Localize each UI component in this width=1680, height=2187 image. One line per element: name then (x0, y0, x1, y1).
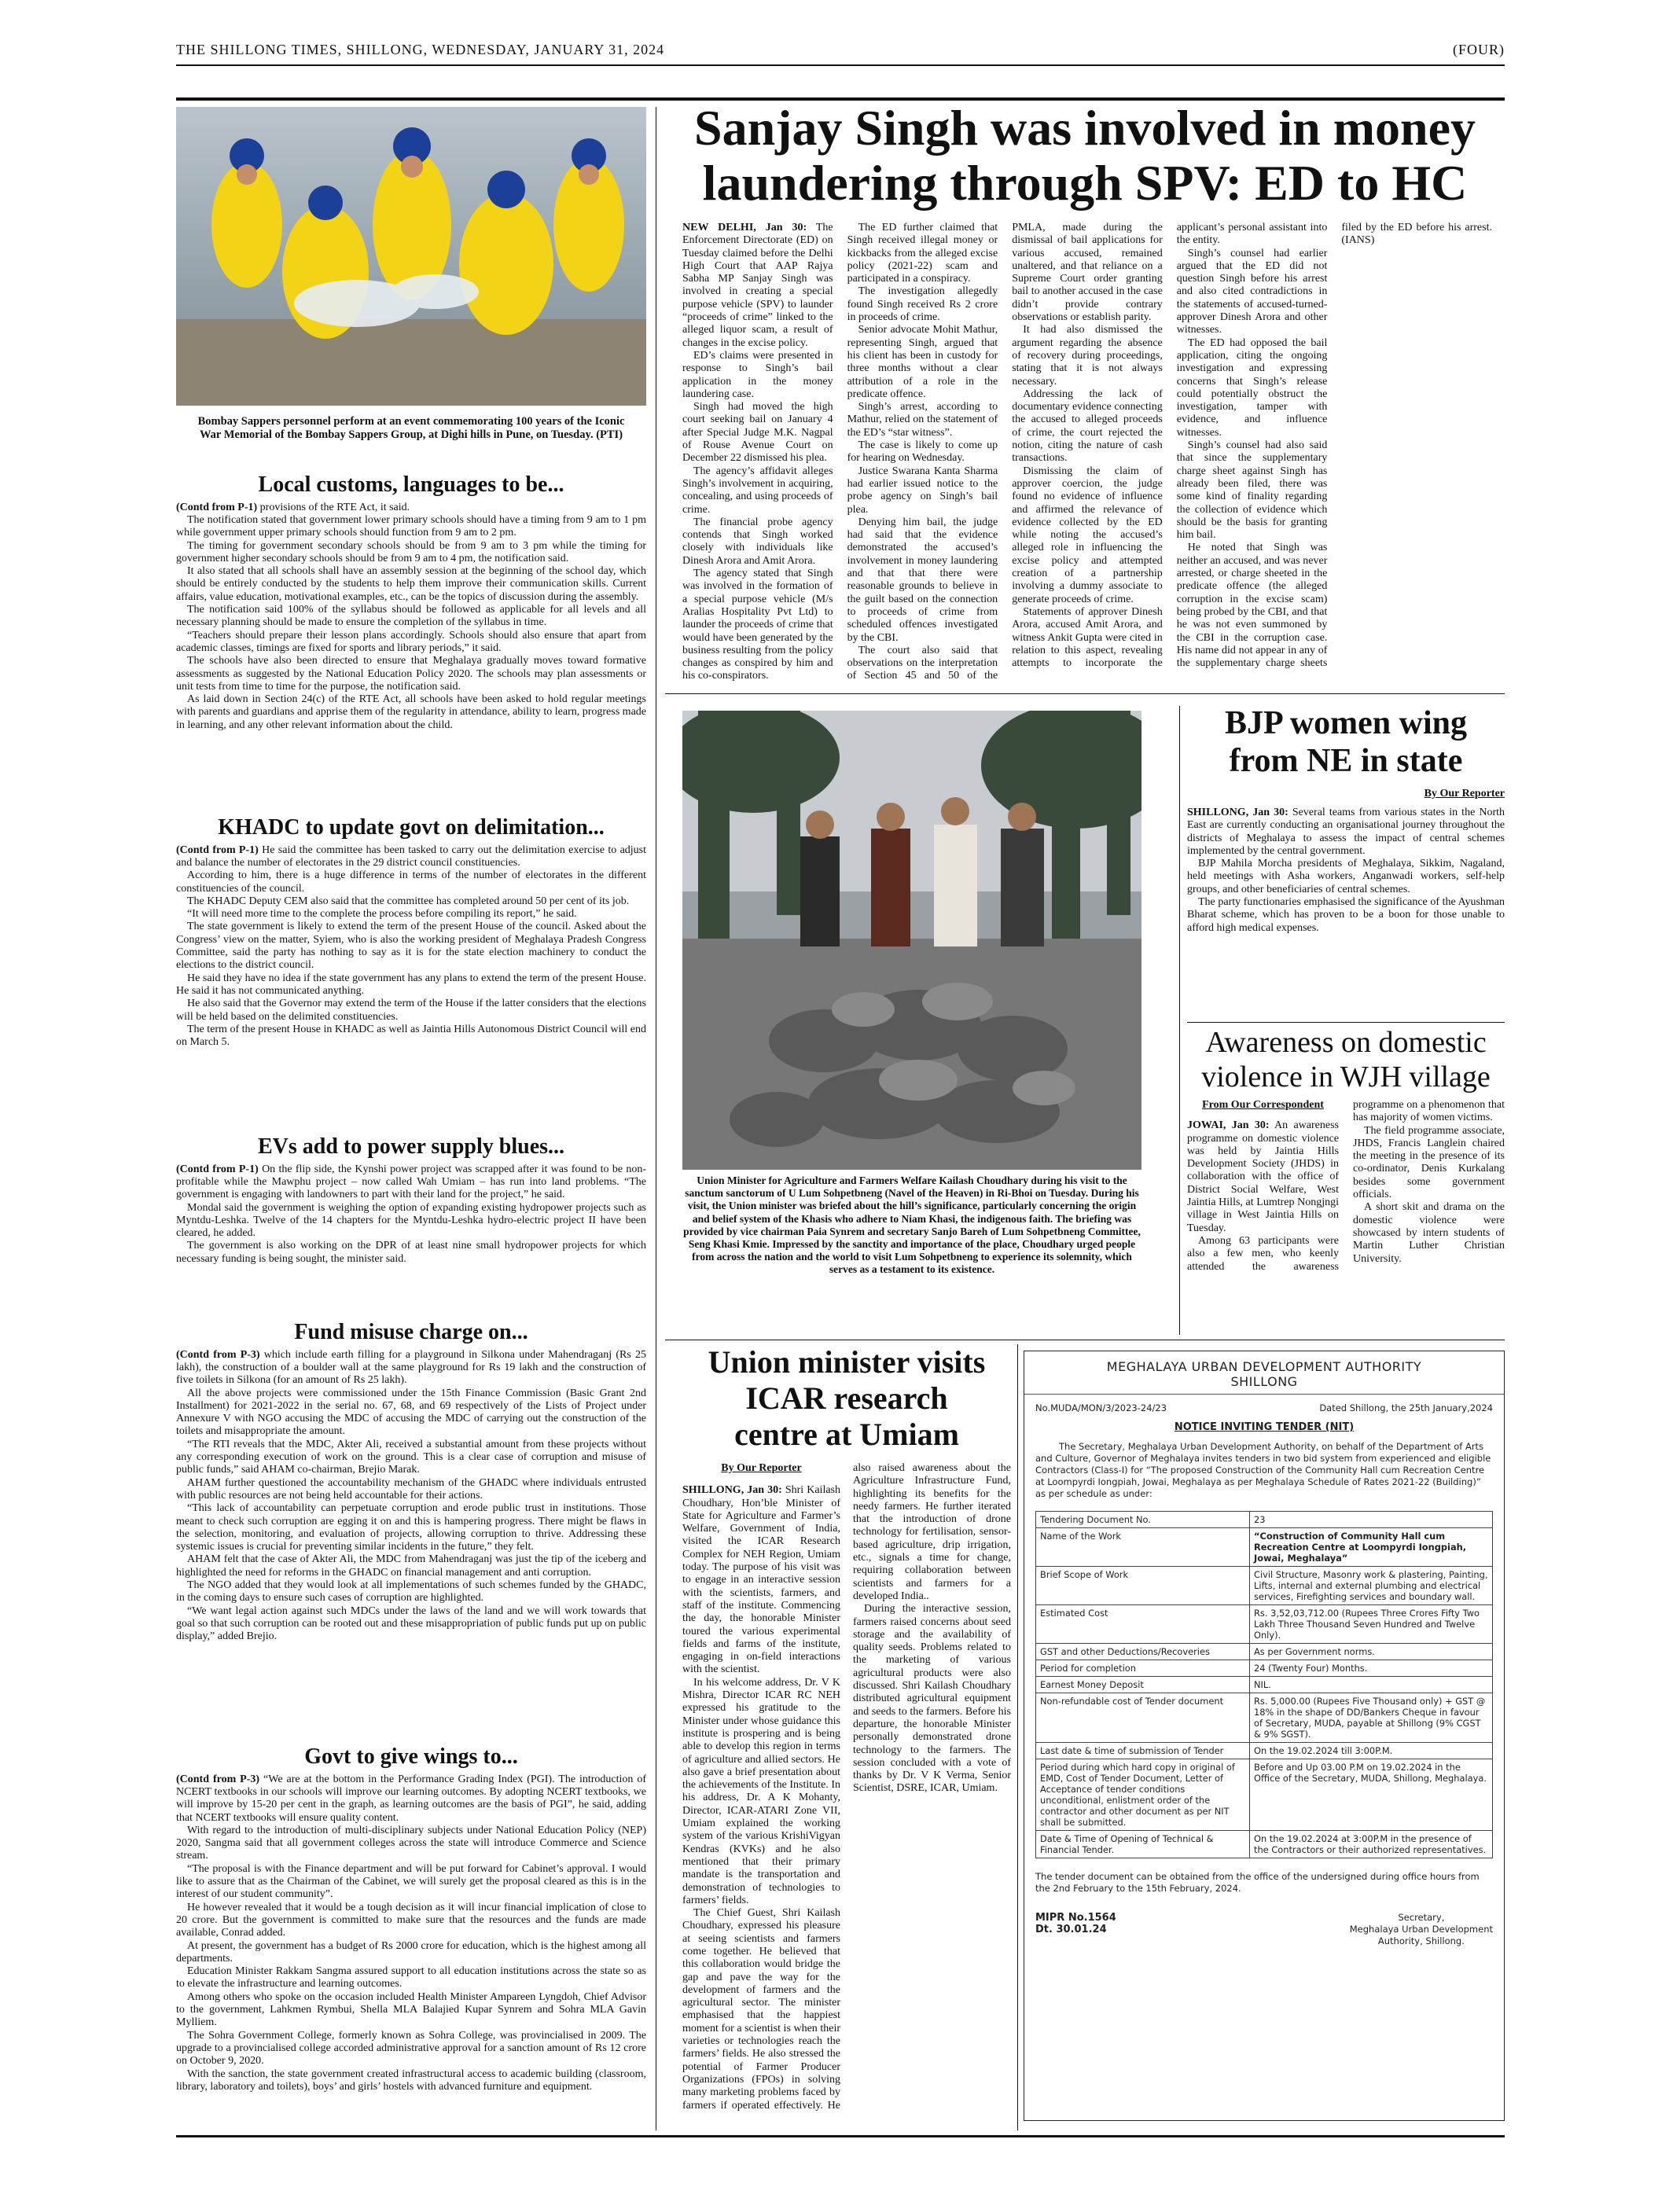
story-khadc-para: According to him, there is a huge difference in terms of the number of electorates in the different constituencies of the council. (176, 869, 646, 895)
table-row (1036, 1759, 1493, 1831)
main-story-para: Senior advocate Mohit Mathur, representing Singh, argued that his client has been in custody for three months without a clear attribution of a role in the predicate offence. (847, 324, 998, 400)
tender-mipr-date: Dt. 30.01.24 (1035, 1924, 1107, 1935)
story-govt-wings-contd: (Contd from P-3) (176, 1773, 260, 1785)
story-local-customs-para: The notification stated that government lower primary schools should have a timing from 9 am to 1 pm while government upper primary schools should function from 9 am to 2 pm. (176, 513, 646, 539)
story-khadc-para: He also said that the Governor may extend the term of the House if the latter considers that the elections will be held based on the delimited constituencies. (176, 998, 646, 1023)
main-story-para: Singh had moved the high court seeking bail on January 4 after Special Judge M.K. Nagpal of Rouse Avenue Court on December 22 dismissed his plea. (682, 401, 833, 465)
main-story-para: Dismissing the claim of approver coercion, the judge found no evidence of influence and affirmed the relevance of evidence collected by the ED while noting the accused’s alleged role in influencing the excise policy and attempted creation of a partnership involving a dummy associate to generate proceeds of crime. (1012, 465, 1163, 605)
story-awareness-para: An awareness programme on domestic violence was held by Jaintia Hills Development Society (JHDS) in collaboration with the office of District Social Welfare, West Jaintia Hills, at Lumtrep Nongjngi village in West Jaintia Hills on Tuesday. (1187, 1119, 1339, 1234)
table-row (1036, 1831, 1493, 1858)
tender-row-value: Rs. 3,52,03,712.00 (Rupees Three Crores Fifty Two Lakh Three Thousand Seven Hundred and Twelve Only). (1250, 1605, 1493, 1644)
story-govt-wings-para: With the sanction, the state government created infrastructural access to academic building (classroom, library, laboratory and toilets), boys’ and girls’ hostels with advanced furniture and equipment. (176, 2068, 646, 2093)
story-bjp-byline: By Our Reporter (1424, 788, 1505, 799)
tender-row-label: Period for completion (1036, 1660, 1250, 1677)
masthead-line: THE SHILLONG TIMES, SHILLONG, WEDNESDAY, JANUARY 31, 2024 (176, 41, 665, 57)
main-story-bottom-rule (665, 693, 1505, 694)
story-evs-para: Mondal said the government is weighing the option of expanding existing hydropower projects such as Myntdu-Leshka. Twelve of the 14 chapters for the Myntdu-Leshka hydro-electric project II have been cleared, he added. (176, 1201, 646, 1240)
story-evs-headline: EVs add to power supply blues... (257, 1134, 565, 1159)
story-bjp-women-wing (1187, 704, 1505, 1017)
main-story-para: The investigation allegedly found Singh received Rs 2 crore in proceeds of crime. (847, 285, 998, 324)
tender-schedule-table (1035, 1511, 1493, 1858)
tender-sign-line: Meghalaya Urban Development (1349, 1924, 1493, 1935)
photo-lum-sohpetbneng (682, 711, 1141, 1170)
story-fund-misuse (176, 1321, 646, 1739)
story-fund-misuse-para: “The RTI reveals that the MDC, Akter Ali, received a substantial amount from these projects without any corresponding execution of work on the ground. This is a clear case of corruption and misuse of public funds,” said AHAM co-chairman, Brejio Marak. (176, 1438, 646, 1476)
main-story-para: The case is likely to come up for hearing on Wednesday. (847, 439, 998, 465)
main-story-body (682, 222, 1492, 686)
story-local-customs (176, 473, 646, 810)
tender-org-line-1: MEGHALAYA URBAN DEVELOPMENT AUTHORITY (1106, 1359, 1422, 1374)
story-local-customs-para: provisions of the RTE Act, it said. (259, 501, 410, 513)
story-khadc-para: The state government is likely to extend the term of the present House of the council. Asked about the Congress’ view on the matter, Syiem, who is also the working president of Meghalaya Pradesh Congress Committee, said the party has nothing to say as it is for the state election machinery to conduct the elections to the district council. (176, 921, 646, 972)
top-rule (176, 64, 1505, 66)
tender-row-value: As per Government norms. (1250, 1644, 1493, 1660)
story-bjp-headline (1187, 704, 1505, 780)
story-awareness-headline (1187, 1025, 1505, 1094)
story-awareness-byline: From Our Correspondent (1202, 1099, 1324, 1111)
main-headline-line-1: Sanjay Singh was involved in money (693, 101, 1476, 156)
tender-sign-line: Secretary, (1398, 1912, 1445, 1923)
story-khadc (176, 816, 646, 1129)
tender-row-label: Period during which hard copy in original of EMD, Cost of Tender Document, Letter of Acceptance of tender conditions unconditional, enlistment order of the contractor and other document as per NIT shall be submitted. (1036, 1759, 1250, 1831)
story-icar-para: Shri Kailash Choudhary, Hon’ble Minister of State for Agriculture and Farmer’s Welfare, Government of India, visited the ICAR Research Complex for NEH Region, Umiam today. The purpose of his visit was to engage in an interactive session with the scientists, farmers, and staff of the institute. Commencing the day, the honorable Minister toured the various experimental fields and farms of the institute, engaging in on-field interactions with the scientist. (682, 1484, 840, 1676)
story-govt-wings-para: He however revealed that it would be a tough decision as it will incur financial implication of close to 20 crore. But the government is committed to make sure that the resources and the funds are made available, Conrad added. (176, 1901, 646, 1939)
main-story-para: The agency stated that Singh was involved in the formation of a special purpose vehicle (M/s Aralias Hospitality Pvt Ltd) to launder the proceeds of crime that would have been generated by the business resulting from the policy changes as conspired by him and his co-conspirators. (682, 568, 833, 682)
table-row (1036, 1693, 1493, 1743)
main-story-para: The agency’s affidavit alleges Singh’s involvement in acquiring, concealing, and using proceeds of crime. (682, 465, 833, 516)
story-icar-headline-line-3: centre at Umiam (734, 1417, 959, 1452)
main-story-para: The Enforcement Directorate (ED) on Tuesday claimed before the Delhi High Court that AAP Rajya Sabha MP Sanjay Singh was involved in creating a special purpose vehicle (SPV) to launder “proceeds of crime” linked to the alleged liquor scam, a result of changes in the excise policy. (682, 222, 833, 349)
story-local-customs-para: The notification said 100% of the syllabus should be followed as applicable for all levels and all necessary planning should be made to ensure the completion of the syllabus in time. (176, 604, 646, 629)
tender-mipr-no: MIPR No.1564 (1035, 1912, 1116, 1924)
photo-bombay-sappers-illustration (176, 107, 646, 406)
story-awareness-headline-line-1: Awareness on domestic (1205, 1026, 1487, 1059)
story-khadc-headline: KHADC to update govt on delimitation... (218, 815, 605, 840)
tender-org-line-2: SHILLONG (1230, 1374, 1298, 1389)
tender-row-value: NIL. (1250, 1677, 1493, 1693)
tender-row-value: On the 19.02.2024 till 3:00P.M. (1250, 1743, 1493, 1759)
table-row (1036, 1567, 1493, 1605)
story-evs-para: On the flip side, the Kynshi power project was scrapped after it was found to be non-profitable while the Mawphu project – now called Wah Umiam – has run into land problems. “The government is engaging with landowners to part with their land for the project,” he said. (176, 1163, 646, 1201)
story-fund-misuse-para: “This lack of accountability can perpetuate corruption and erode public trust in institutions. Those meant to check such corruption are egging it on and this is hampering progress. There might be flaws in the selection, monitoring, and evaluation of projects, allowing corruption to thrive. Addressing these systemic issues is crucial for preventing similar incidents in the future,” they felt. (176, 1502, 646, 1553)
story-local-customs-para: “Teachers should prepare their lesson plans accordingly. Schools should also ensure that apart from academic classes, timings are fixed for sports and library periods,” it said. (176, 629, 646, 654)
tender-row-label: GST and other Deductions/Recoveries (1036, 1644, 1250, 1660)
story-fund-misuse-para: AHAM further questioned the accountability mechanism of the GHADC where individuals entrusted with public resources are not being held accountable for their actions. (176, 1476, 646, 1501)
tender-intro: The Secretary, Meghalaya Urban Development Authority, on behalf of the Department of Arts and Culture, Governor of Meghalaya invites tenders in two bid system from experienced and eligible Contractors (Class-I) for “The proposed Construction of the Community Hall cum Recreation Centre at Loompyrdi Iongpiah, Jowai, Meghalaya as per Meghalaya Schedule of Rates 2021-22 (Building)” as per schedule as under: (1035, 1441, 1491, 1499)
story-evs-contd: (Contd from P-1) (176, 1163, 259, 1175)
photo-lum-sohpetbneng-caption: Union Minister for Agriculture and Farmers Welfare Kailash Choudhary during his visit to the sanctum sanctorum of U Lum Sohpetbneng (Navel of the Heaven) in Ri-Bhoi on Tuesday. During his visit, the Union minister was briefed about the hill’s significance, particularly concerning the origin and belief system of the Khasis who adhere to Niam Khasi, the indigenous faith. The briefing was provided by vice chairman Paia Synrem and secretary Sanjo Bareh of Lum Sohpetbneng Committee, Seng Khasi Kmie. Impressed by the sanctity and importance of the place, Choudhary urged people from across the nation and the world to visit Lum Sohpetbneng to experience its solemnity, which serves as a testament to its existence. (683, 1174, 1141, 1276)
tender-row-label: Tendering Document No. (1036, 1512, 1250, 1528)
story-awareness-headline-line-2: violence in WJH village (1201, 1060, 1491, 1094)
story-icar-headline (682, 1344, 1011, 1453)
tender-footer-note: The tender document can be obtained from the office of the undersigned during office hours from the 2nd February to the 15th February, 2024. (1035, 1871, 1480, 1894)
center-right-divider (1179, 706, 1180, 1335)
tender-row-value: Before and Up 03.00 P.M on 19.02.2024 in the Office of the Secretary, MUDA, Shillong, Meghalaya. (1250, 1759, 1493, 1831)
tender-date: Dated Shillong, the 25th January,2024 (1319, 1402, 1493, 1413)
story-govt-wings-para: Among others who spoke on the occasion included Health Minister Ampareen Lyngdoh, Chief Advisor to the government, Lahkmen Rymbui, Shella MLA Balajied Kupar Synrem and Sohra MLA Gavin Mylliem. (176, 1990, 646, 2029)
main-story-para: Singh’s counsel had also said that since the supplementary charge sheet against Singh has already been filed, there was some kind of finality regarding the collection of evidence which should be the basis for granting him bail. (1176, 439, 1328, 542)
table-row (1036, 1660, 1493, 1677)
tender-notice (1024, 1351, 1505, 2121)
table-row (1036, 1677, 1493, 1693)
main-story-para: The financial probe agency contends that Singh worked closely with individuals like Dinesh Arora and Amit Arora. (682, 516, 833, 567)
bjp-bottom-rule (1187, 1022, 1505, 1023)
tender-ref-no: No.MUDA/MON/3/2023-24/23 (1035, 1402, 1167, 1413)
left-column-stories (176, 473, 646, 2130)
story-icar-body (682, 1462, 1011, 2123)
story-fund-misuse-headline: Fund misuse charge on... (294, 1320, 528, 1344)
story-fund-misuse-para: “We want legal action against such MDCs under the laws of the land and we will work towards that goal so that such corruption can be rooted out and these misappropriation of public funds put up on public display,” added Brejio. (176, 1604, 646, 1643)
photo-bombay-sappers (176, 107, 646, 406)
story-local-customs-para: It also stated that all schools shall have an assembly session at the beginning of the school day, which should be entirely conducted by the students to help them improve their communication skills. Current affairs, value education, motivational examples, etc., can be the topics of discussion during the assembly. (176, 565, 646, 603)
icar-tender-divider (1017, 1344, 1018, 2130)
tender-row-label: Earnest Money Deposit (1036, 1677, 1250, 1693)
story-govt-wings (176, 1745, 646, 2130)
main-story-para: Addressing the lack of documentary evidence connecting the accused to alleged proceeds of crime, the court rejected the notion, citing the nature of cash transactions. (1012, 388, 1163, 465)
page-number: (FOUR) (1452, 41, 1505, 57)
story-fund-misuse-para: All the above projects were commissioned under the 15th Finance Commission (Basic Grant 2nd Installment) for 2021-2022 in the serial no. 67, 68, and 69 respectively of the Lists of Project under Annexure V with NGO accusing the MDC of accusing the MDC of carrying out the construction of the toilets and misappropriate the amount. (176, 1387, 646, 1438)
photo-bombay-sappers-caption: Bombay Sappers personnel perform at an event commemorating 100 years of the Iconic War Memorial of the Bombay Sappers Group, at Dighi hills in Pune, on Tuesday. (PTI) (197, 415, 625, 441)
photo-lum-sohpetbneng-illustration (682, 711, 1141, 1170)
story-awareness-body (1187, 1099, 1505, 1274)
table-row (1036, 1528, 1493, 1567)
story-fund-misuse-contd: (Contd from P-3) (176, 1348, 260, 1361)
story-govt-wings-para: Education Minister Rakkam Sangma assured support to all education institutions across the state so as to elevate the infrastructure and learning outcomes. (176, 1965, 646, 1990)
table-row (1036, 1644, 1493, 1660)
story-khadc-para: The term of the present House in KHADC as well as Jaintia Hills Autonomous District Council will end on March 5. (176, 1023, 646, 1049)
story-awareness-para: The field programme associate, JHDS, Francis Langlein chaired the meeting in the presence of its co-ordinator, Denis Kurkalang besides some government officials. (1353, 1124, 1505, 1201)
story-awareness-dateline: JOWAI, Jan 30: (1187, 1119, 1270, 1132)
story-local-customs-para: As laid down in Section 24(c) of the RTE Act, all schools have been asked to hold regular meetings with parents and guardians and apprise them of the regularity in attendance, ability to learn, progress made in learning, and any other relevant information about the child. (176, 693, 646, 731)
story-icar-para: During the interactive session, farmers raised concerns about seed storage and the availability of quality seeds. Problems related to the marketing of various agricultural products were also discussed. Shri Kailash Choudhary distributed agricultural equipment and seeds to the farmers. Before his departure, the honorable Minister personally demonstrated drone technology to the farmers. The session concluded with a vote of thanks by Dr. V K Verma, Senior Scientist, DSRE, ICAR, Umiam. (853, 1603, 1011, 1795)
main-story-para: He noted that Singh was neither an accused, and was never arrested, or charge sheeted in the predicate offence (the alleged corruption in the excise scam) being probed by the CBI, and that he was not even summoned by the CBI in the corruption case. His name did not appear in any of the supplementary charge sheets filed by the ED before his arrest. (IANS) (1176, 222, 1492, 670)
story-awareness-domestic-violence (1187, 1025, 1505, 1333)
main-story-para: Denying him bail, the judge had said that the evidence demonstrated the accused’s involvement in money laundering and that that there were reasonable grounds to believe in the guilt based on the connection to proceeds of crime from scheduled offences investigated by the CBI. (847, 516, 998, 644)
story-icar-headline-line-2: ICAR research (745, 1380, 948, 1416)
main-story-para: Justice Swarana Kanta Sharma had earlier issued notice to the probe agency on Singh’s bail plea. (847, 465, 998, 516)
story-fund-misuse-body (176, 1349, 646, 1644)
tender-row-label: Date & Time of Opening of Technical & Financial Tender. (1036, 1831, 1250, 1858)
story-icar-para: The Chief Guest, Shri Kailash Choudhary, expressed his pleasure at seeing scientists and farmers come together. He believed that this collaboration would bridge the gap and pave the way for the development of farmers and the agricultural sector. The minister emphasised that the happiest moment for a scientist is when their varieties or technologies reach the farmers’ fields. He also stressed the potential of Farmer Producer Organizations (FPOs) in solving many marketing problems faced by farmers if operated effectively. He also raised awareness about the Agriculture Infrastructure Fund, highlighting its benefits for the needy farmers. He further iterated that the introduction of drone technology for fertilisation, sensor-based agriculture, drip irrigation, etc., signals a time for change, requiring collaboration between scientists and farmers for a developed India.. (682, 1462, 1011, 2112)
story-local-customs-para: The schools have also been directed to ensure that Meghalaya gradually moves toward formative assessments as suggested by the National Education Policy 2020. The schools may plan assessments or unit tests from time to time for the purpose, the notification said. (176, 655, 646, 693)
tender-row-label: Estimated Cost (1036, 1605, 1250, 1644)
story-fund-misuse-para: AHAM felt that the case of Akter Ali, the MDC from Mahendraganj was just the tip of the iceberg and highlighted the need for reforms in the GHADC on financial management and anti corruption. (176, 1553, 646, 1579)
story-icar-dateline: SHILLONG, Jan 30: (682, 1484, 782, 1497)
story-khadc-para: “It will need more time to the complete the process before compiling its report,” he said. (187, 908, 577, 921)
story-bjp-para: The party functionaries emphasised the significance of the Ayushman Bharat scheme, which has proven to be a boon for those unable to afford high medical expenses. (1187, 896, 1505, 934)
story-awareness-para: A short skit and drama on the domestic violence were showcased by intern students of Martin Luther Christian University. (1353, 1201, 1505, 1265)
tender-sign-line: Authority, Shillong. (1377, 1935, 1465, 1946)
story-fund-misuse-para: which include earth filling for a playground in Silkona under Mahendraganj (Rs 25 lakh), the construction of a boulder wall at the same playground for Rs 19 lakh and the construction of five toilets in Silkona (for an amount of Rs 25 lakh). (176, 1348, 646, 1387)
story-icar-byline: By Our Reporter (721, 1462, 802, 1474)
tender-title: NOTICE INVITING TENDER (NIT) (1174, 1421, 1355, 1433)
story-khadc-contd: (Contd from P-1) (176, 844, 259, 856)
main-story-para: Singh’s arrest, according to Mathur, relied on the statement of the ED’s “star witness”. (847, 401, 998, 439)
main-story-para: The ED had opposed the bail application, citing the ongoing investigation and expressing concerns that Singh’s release could potentially obstruct the investigation, tamper with evidence, and influence witnesses. (1176, 336, 1328, 439)
tender-row-value: Civil Structure, Masonry work & plastering, Painting, Lifts, internal and external plumbing and electrical services, Firefighting services and boundary wall. (1250, 1567, 1493, 1605)
tender-row-label: Non-refundable cost of Tender document (1036, 1693, 1250, 1743)
tender-signature (1350, 1912, 1493, 1947)
main-story-para: ED’s claims were presented in response to Singh’s bail application in the money laundering case. (682, 349, 833, 400)
main-headline (665, 101, 1505, 217)
story-khadc-para: He said the committee has been tasked to carry out the delimitation exercise to adjust and balance the number of electorates in the 29 district council constituencies. (176, 844, 646, 869)
main-story-para: The ED further claimed that Singh received illegal money or kickbacks from the alleged excise policy (2021-22) scam and participated in a conspiracy. (847, 222, 998, 285)
story-evs-para: The government is also working on the DPR of at least nine small hydropower projects for which necessary funding is being sought, the minister said. (176, 1240, 646, 1265)
story-govt-wings-headline: Govt to give wings to... (304, 1744, 518, 1769)
story-bjp-dateline: SHILLONG, Jan 30: (1187, 807, 1288, 818)
bottom-rule (176, 2135, 1505, 2137)
story-bjp-headline-line-1: BJP women wing (1224, 705, 1468, 741)
tender-row-value: Rs. 5,000.00 (Rupees Five Thousand only) + GST @ 18% in the shape of DD/Bankers Cheque in favour of Secretary, MUDA, payable at Shillong (9% CGST & 9% SGST). (1250, 1693, 1493, 1743)
story-local-customs-body (176, 502, 646, 732)
story-govt-wings-para: “The proposal is with the Finance department and will be put forward for Cabinet’s approval. I would like to assure that as the Chairman of the Cabinet, we will surely get the proposal cleared as this is in the interest of our student community”. (176, 1862, 646, 1901)
main-story-para: Statements of approver Dinesh Arora, accused Amit Arora, and witness Ankit Gupta were cited in relation to this aspect, revealing attempts to incorporate the applicant’s personal assistant into the entity. (1012, 222, 1328, 670)
tender-row-value: 24 (Twenty Four) Months. (1250, 1660, 1493, 1677)
running-head (176, 38, 1505, 61)
story-khadc-para: The KHADC Deputy CEM also said that the committee has completed around 50 per cent of its job. (187, 895, 630, 907)
story-local-customs-headline: Local customs, languages to be... (258, 473, 564, 497)
story-evs (176, 1135, 646, 1314)
main-story-para: It had also dismissed the argument regarding the absence of recovery during proceedings, stating that it is not always necessary. (1012, 324, 1163, 388)
story-govt-wings-para: “We are at the bottom in the Performance Grading Index (PGI). The introduction of NCERT textbooks in our schools will improve our learning outcomes. By adopting NCERT textbooks, we will improve by 15-20 per cent in the graph, as learning outcomes are the basis of PGI”, he said, adding that NCERT textbooks will ensure quality content. (176, 1773, 646, 1824)
story-awareness-para: Among 63 participants were also a few men, who keenly attended the awareness programme on a phenomenon that has majority of women victims. (1187, 1099, 1505, 1273)
table-row (1036, 1512, 1493, 1528)
story-bjp-body (1187, 807, 1505, 935)
story-govt-wings-para: At present, the government has a budget of Rs 2000 crore for education, which is the highest among all departments. (176, 1939, 646, 1965)
tender-row-value: “Construction of Community Hall cum Recreation Centre at Loompyrdi Iongpiah, Jowai, Meghalaya” (1250, 1528, 1493, 1567)
story-local-customs-para: The timing for government secondary schools should be from 9 am to 3 pm while the timing for government higher secondary schools should be from 9 am to 4 pm, the notification said. (176, 539, 646, 564)
tender-row-value: 23 (1250, 1512, 1493, 1528)
story-bjp-headline-line-2: from NE in state (1229, 743, 1463, 779)
story-icar-para: In his welcome address, Dr. V K Mishra, Director ICAR RC NEH expressed his gratitude to the Minister under whose guidance this institute is prospering and is being able to develop this region in terms of agriculture and allied sectors. He also gave a brief presentation about the achievements of the Institute. In his address, Dr. A K Mohanty, Director, ICAR-ATARI Zone VII, Umiam explained the working system of the various KrishiVigyan Kendras (KVKs) and he also mentioned that their primary mandate is the transportation and demonstration of technologies to farmers’ fields. (682, 1676, 840, 1906)
table-row (1036, 1605, 1493, 1644)
story-govt-wings-para: The Sohra Government College, formerly known as Sohra College, was provincialised in 2009. The upgrade to a provincialised college accorded administrative approval for a sanction amount of Rs 12 crore on October 9, 2020. (176, 2029, 646, 2068)
main-headline-line-2: laundering through SPV: ED to HC (702, 155, 1468, 211)
story-bjp-para: BJP Mahila Morcha presidents of Meghalaya, Sikkim, Nagaland, held meetings with Asha workers, Anganwadi workers, self-help groups, and other beneficiaries of central schemes. (1187, 858, 1505, 895)
story-bjp-para: Several teams from various states in the North East are currently conducting an organisational journey throughout the districts of Meghalaya to assess the impact of central schemes implemented by the central government. (1187, 807, 1505, 857)
story-govt-wings-body (176, 1773, 646, 2093)
story-khadc-body (176, 844, 646, 1049)
tender-row-label: Name of the Work (1036, 1528, 1250, 1567)
story-local-customs-contd: (Contd from P-1) (176, 501, 258, 513)
table-row (1036, 1743, 1493, 1759)
main-story-para: Singh’s counsel had earlier argued that the ED did not question Singh before his arrest and also cited contradictions in the statements of accused-turned-approver Dinesh Arora and other witnesses. (1176, 247, 1328, 336)
tender-row-label: Last date & time of submission of Tender (1036, 1743, 1250, 1759)
tender-row-value: On the 19.02.2024 at 3:00P.M in the presence of the Contractors or their authorized representatives. (1250, 1831, 1493, 1858)
story-khadc-para: He said they have no idea if the state government has any plans to extend the term of the present House. He said it has not communicated anything. (176, 972, 646, 997)
story-evs-body (176, 1163, 646, 1266)
main-story-para: The court also said that observations on the interpretation of Section 45 and 50 of the PMLA, made during the dismissal of bail applications for various accused, remained unaltered, and that reliance on a Supreme Court order granting bail to another accused in the case didn’t provide contrary observations or establish parity. (847, 222, 1163, 682)
main-story-dateline: NEW DELHI, Jan 30: (682, 222, 807, 233)
story-fund-misuse-para: The NGO added that they would look at all implementations of such schemes funded by the GHADC, in the coming days to ensure such cases of corruption are highlighted. (176, 1579, 646, 1604)
story-icar-headline-line-1: Union minister visits (708, 1344, 986, 1380)
story-govt-wings-para: With regard to the introduction of multi-disciplinary subjects under National Education Policy (NEP) 2020, Sangma said that all government colleges across the state will introduce Commerce and Science stream. (176, 1824, 646, 1862)
tender-row-label: Brief Scope of Work (1036, 1567, 1250, 1605)
story-icar-visit (682, 1344, 1011, 2130)
